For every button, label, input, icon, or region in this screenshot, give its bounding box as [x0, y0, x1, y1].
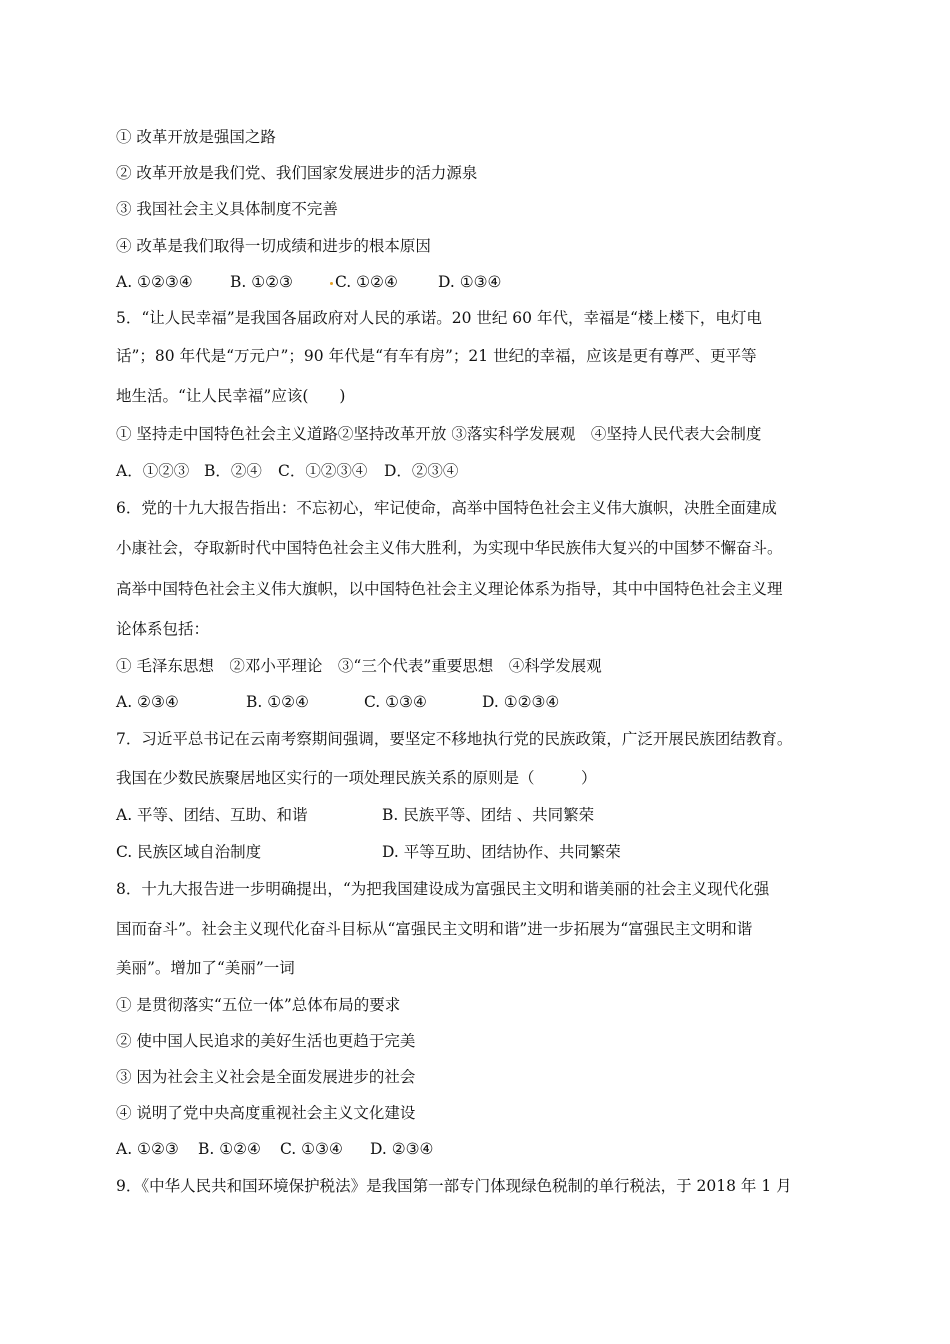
q5-statements: ① 坚持走中国特色社会主义道路②坚持改革开放 ③落实科学发展观 ④坚持人民代表大会制度: [116, 425, 762, 443]
q7-option-a: A. 平等、团结、互助、和谐: [116, 806, 308, 824]
q4-options: [116, 272, 856, 292]
q7-option-b: B. 民族平等、团结 、共同繁荣: [382, 806, 595, 824]
q8-text-line-3: 美丽”。增加了“美丽”一词: [116, 959, 295, 977]
q5-option-b: B．②④: [204, 462, 262, 480]
q6-text-line-3: 高举中国特色社会主义伟大旗帜，以中国特色社会主义理论体系为指导，其中中国特色社会主义理: [116, 580, 783, 598]
q8-option-c: C. ①③④: [280, 1140, 343, 1158]
q5-text-line-1: 5．“让人民幸福”是我国各届政府对人民的承诺。20 世纪 60 年代，幸福是“楼上楼下，电灯电: [116, 309, 762, 327]
q8-text-line-1: 8．十九大报告进一步明确提出，“为把我国建设成为富强民主文明和谐美丽的社会主义现代化强: [116, 880, 770, 898]
q6-option-a: A. ②③④: [116, 693, 179, 711]
q6-text-line-2: 小康社会，夺取新时代中国特色社会主义伟大胜利，为实现中华民族伟大复兴的中国梦不懈奋斗。: [116, 539, 783, 557]
q7-option-c: C. 民族区域自治制度: [116, 843, 262, 861]
q4-option-c: C. ①②④: [330, 272, 398, 292]
q4-option-b: B. ①②③: [230, 273, 293, 291]
q4-option-a: A. ①②③④: [116, 273, 193, 291]
q5-options: [116, 461, 856, 481]
q9-text-line-1: 9．《中华人民共和国环境保护税法》是我国第一部专门体现绿色税制的单行税法，于 2018 年 1 月: [116, 1177, 792, 1195]
q6-option-c: C. ①③④: [364, 693, 427, 711]
q4-option-d: D. ①③④: [438, 273, 502, 291]
q6-options: [116, 692, 856, 712]
q4-statement-3: ③ 我国社会主义具体制度不完善: [116, 200, 338, 218]
mark-dot: [330, 282, 333, 285]
q6-option-d: D. ①②③④: [482, 693, 560, 711]
q7-options-row-2: [116, 842, 856, 862]
q6-option-b: B. ①②④: [246, 693, 309, 711]
q7-text-line-1: 7．习近平总书记在云南考察期间强调，要坚定不移地执行党的民族政策，广泛开展民族团结教育。: [116, 730, 793, 748]
q4-statement-2: ② 改革开放是我们党、我们国家发展进步的活力源泉: [116, 164, 478, 182]
q8-option-b: B. ①②④: [198, 1140, 261, 1158]
q8-text-line-2: 国而奋斗”。社会主义现代化奋斗目标从“富强民主文明和谐”进一步拓展为“富强民主文明和谐: [116, 920, 753, 938]
q6-text-line-4: 论体系包括：: [116, 620, 210, 638]
q8-option-d: D. ②③④: [370, 1140, 434, 1158]
q6-text-line-1: 6．党的十九大报告指出：不忘初心，牢记使命，高举中国特色社会主义伟大旗帜，决胜全面建成: [116, 499, 777, 517]
q7-text-line-2: 我国在少数民族聚居地区实行的一项处理民族关系的原则是（ ）: [116, 769, 597, 787]
q4-statement-1: ① 改革开放是强国之路: [116, 128, 276, 146]
q8-statement-1: ① 是贯彻落实“五位一体”总体布局的要求: [116, 996, 401, 1014]
q8-options: [116, 1139, 856, 1159]
q5-text-line-3: 地生活。“让人民幸福”应该( ): [116, 387, 346, 405]
q6-statements: ① 毛泽东思想 ②邓小平理论 ③“三个代表”重要思想 ④科学发展观: [116, 657, 602, 675]
q5-text-line-2: 话”；80 年代是“万元户”；90 年代是“有车有房”；21 世纪的幸福，应该是更有尊严、更平等: [116, 347, 757, 365]
q4-statement-4: ④ 改革是我们取得一切成绩和进步的根本原因: [116, 237, 431, 255]
q8-statement-2: ② 使中国人民追求的美好生活也更趋于完美: [116, 1032, 416, 1050]
q5-option-a: A．①②③: [116, 462, 190, 480]
q7-options-row-1: [116, 805, 856, 825]
q7-option-d: D. 平等互助、团结协作、共同繁荣: [382, 843, 621, 861]
q5-option-d: D．②③④: [384, 462, 459, 480]
q8-option-a: A. ①②③: [116, 1140, 179, 1158]
q8-statement-4: ④ 说明了党中央高度重视社会主义文化建设: [116, 1104, 416, 1122]
q8-statement-3: ③ 因为社会主义社会是全面发展进步的社会: [116, 1068, 416, 1086]
q5-option-c: C．①②③④: [278, 462, 368, 480]
